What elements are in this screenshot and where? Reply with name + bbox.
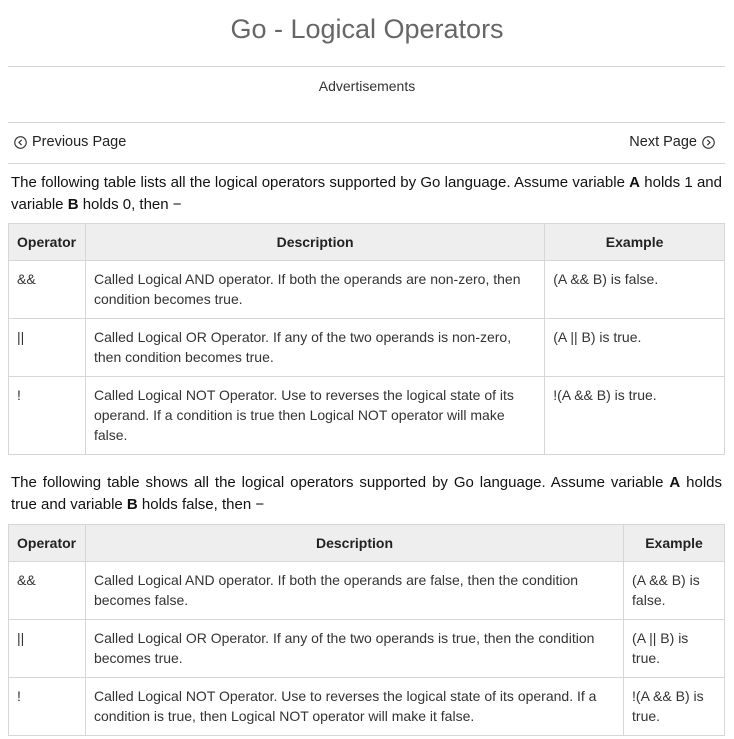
table-row [9,678,725,736]
example-cell: (A && B) is false. [545,261,725,319]
table-row [9,377,725,455]
chevron-right-circle-icon [702,136,715,149]
column-header-operator: Operator [9,224,86,261]
description-cell: Called Logical OR Operator. If any of the two operands is non-zero, then condition becomes true. [85,319,544,377]
description-cell: Called Logical AND operator. If both the operands are false, then the condition becomes false. [85,562,623,620]
operator-cell: && [9,261,86,319]
divider [8,163,725,164]
description-cell: Called Logical AND operator. If both the operands are non-zero, then condition becomes true. [85,261,544,319]
operator-cell: ! [9,377,86,455]
description-cell: Called Logical NOT Operator. Use to reverses the logical state of its operand. If a condition is true then Logical NOT operator will make false. [85,377,544,455]
operator-cell: || [9,620,86,678]
previous-page-label: Previous Page [32,134,127,150]
variable-b: B [126,496,138,513]
table-row [9,620,725,678]
column-header-description: Description [85,224,544,261]
example-cell: !(A && B) is true. [545,377,725,455]
column-header-description: Description [85,525,623,562]
example-cell: (A || B) is true. [545,319,725,377]
column-header-example: Example [545,224,725,261]
advertisements-label: Advertisements [318,78,416,94]
operator-cell: || [9,319,86,377]
operator-cell: && [9,562,86,620]
intro-paragraph-1: The following table lists all the logical operators supported by Go language. Assume variable A holds 1 and variable B holds 0, then − [11,174,722,213]
example-cell: (A || B) is true. [624,620,725,678]
column-header-example: Example [624,525,725,562]
next-page-label: Next Page [629,134,697,150]
operator-cell: ! [9,678,86,736]
operators-table-1 [8,223,725,455]
divider [8,66,725,67]
table-row [9,261,725,319]
intro-paragraph-2: The following table shows all the logical operators supported by Go language. Assume variable A holds true and variable B holds false, then − [11,474,722,513]
example-cell: (A && B) is false. [624,562,725,620]
description-cell: Called Logical NOT Operator. Use to reverses the logical state of its operand. If a condition is true, then Logical NOT operator will make it false. [85,678,623,736]
page-title: Go - Logical Operators [230,14,504,44]
example-cell: !(A && B) is true. [624,678,725,736]
previous-page-link[interactable] [14,134,126,150]
variable-b: B [67,196,79,213]
table-row [9,562,725,620]
variable-a: A [629,174,641,191]
operators-table-2 [8,524,725,736]
variable-a: A [669,474,681,491]
next-page-link[interactable] [629,134,715,150]
description-cell: Called Logical OR Operator. If any of the two operands is true, then the condition becomes true. [85,620,623,678]
table-row [9,319,725,377]
divider [8,122,725,123]
chevron-left-circle-icon [14,136,27,149]
column-header-operator: Operator [9,525,86,562]
table-header-row [9,224,725,261]
table-header-row [9,525,725,562]
